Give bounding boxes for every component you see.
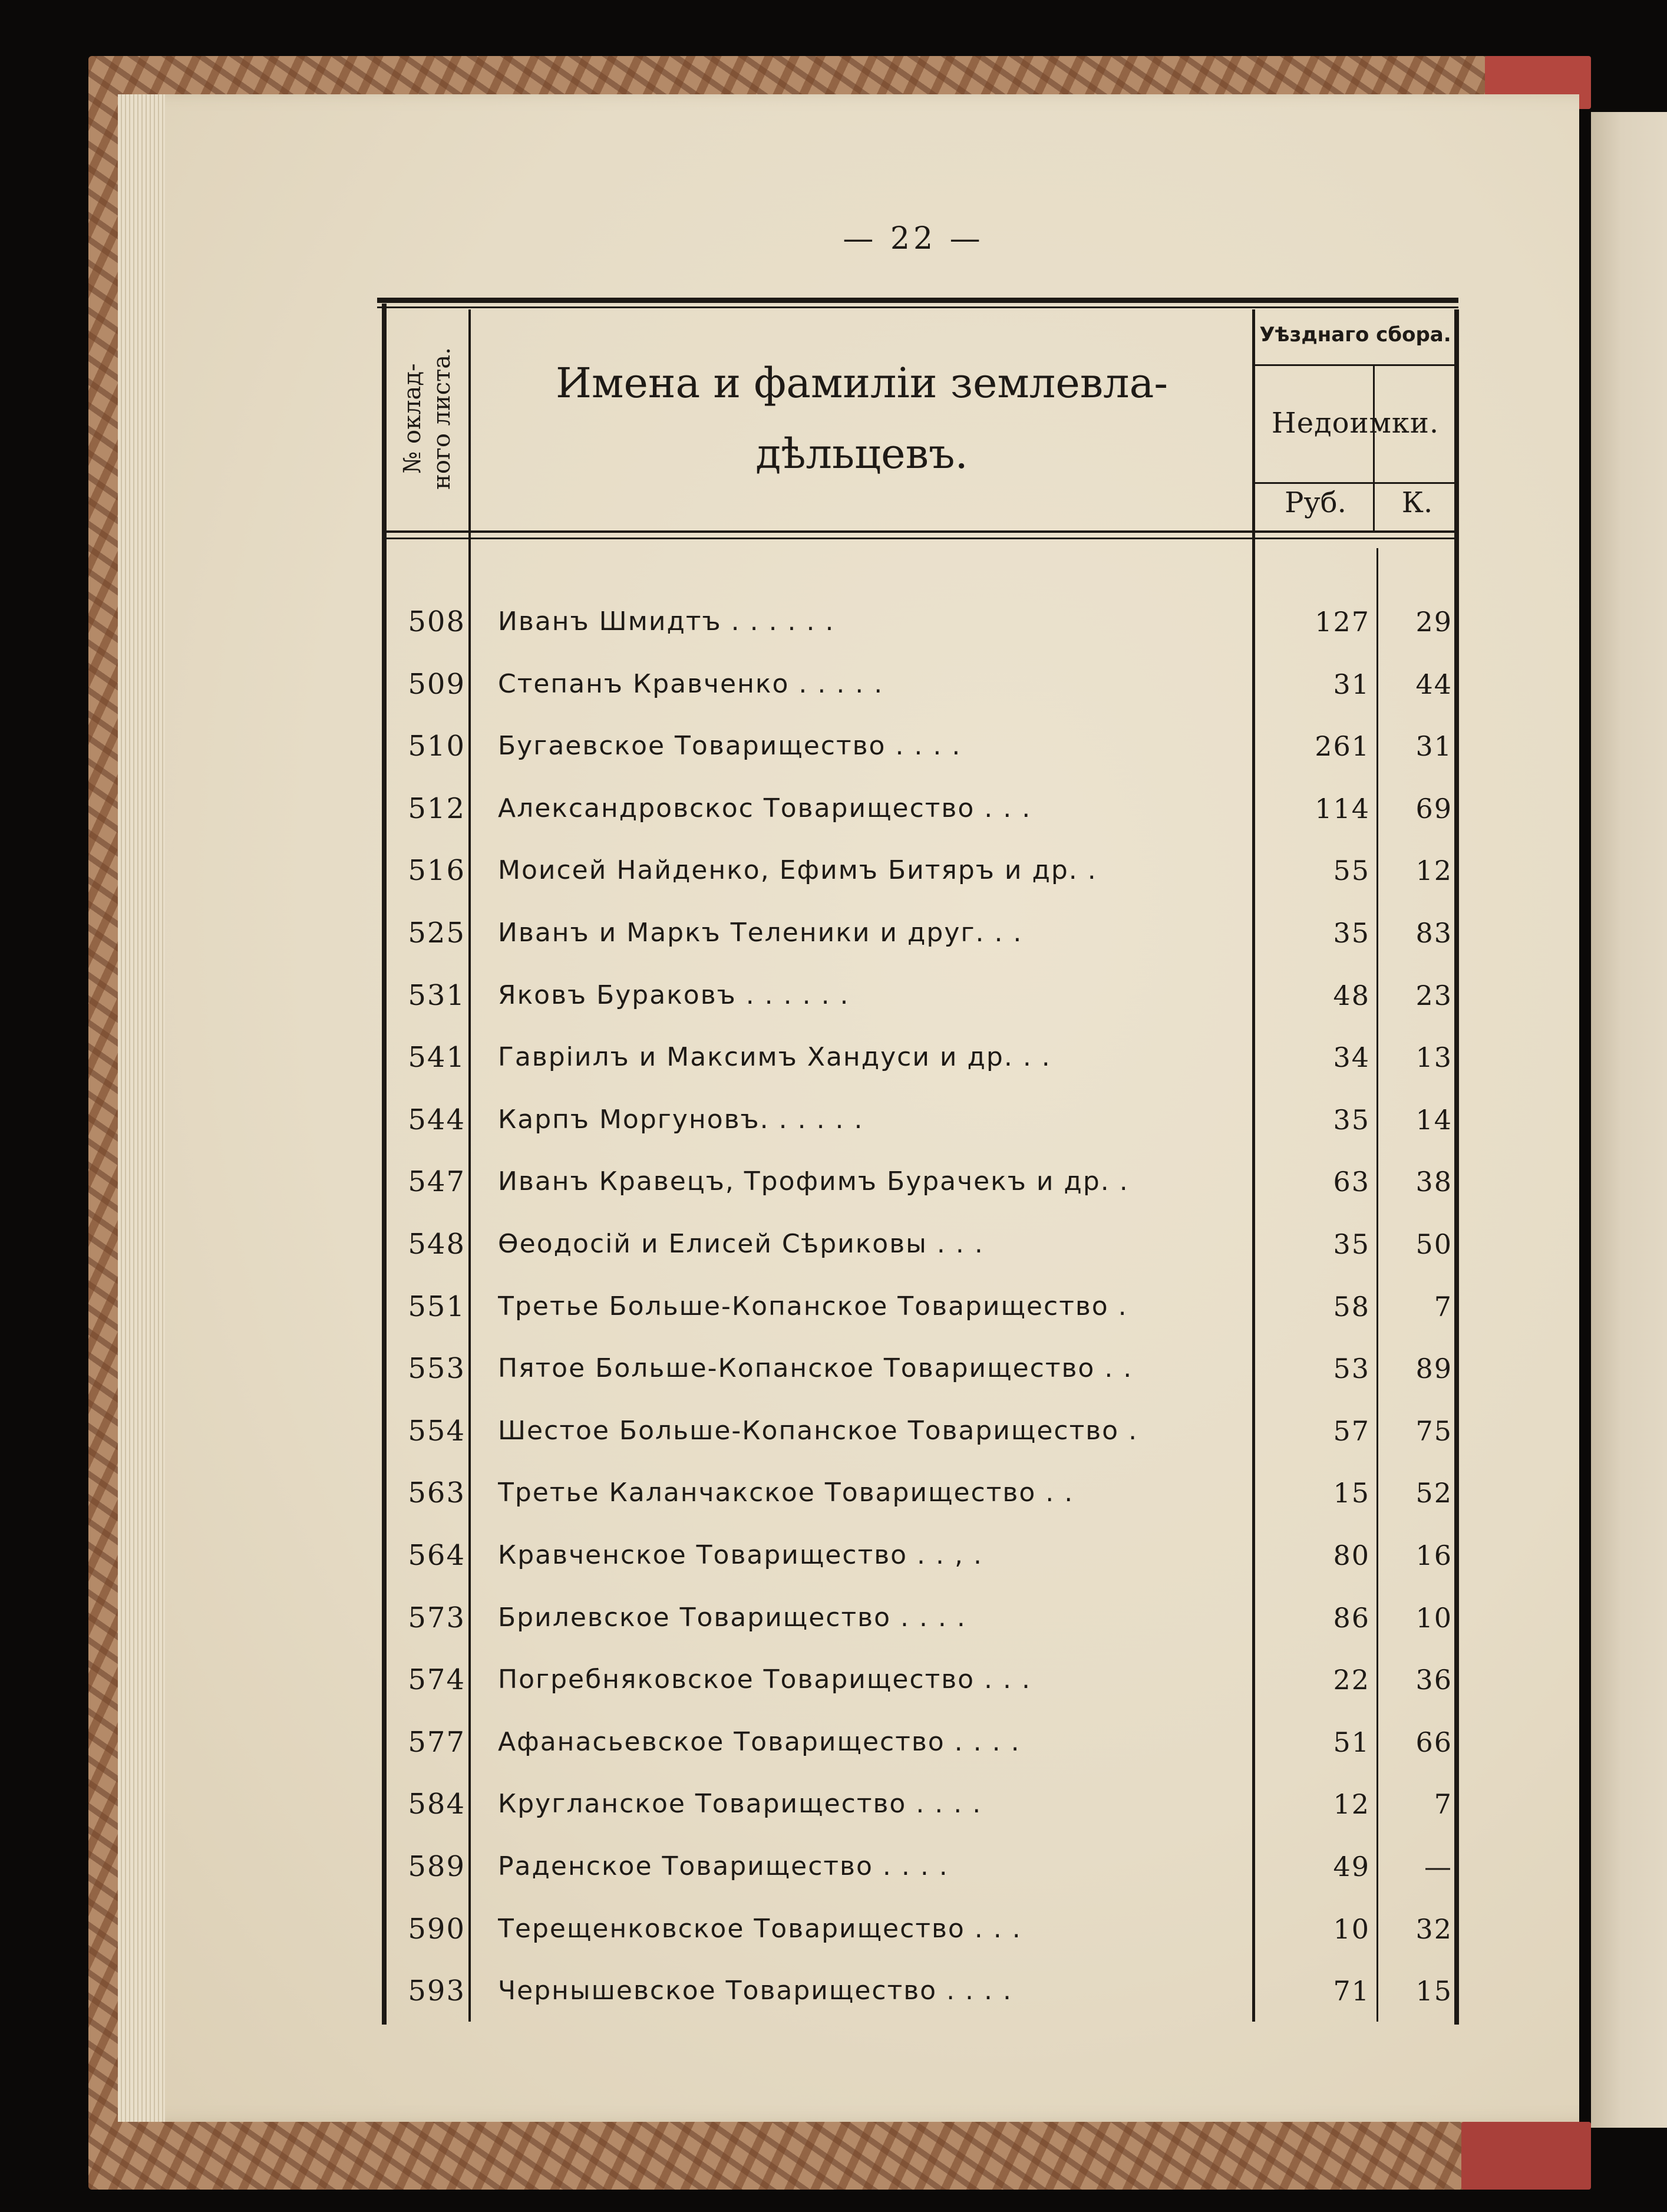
row-number: 564 — [408, 1539, 466, 1572]
header-name-column — [471, 348, 1252, 489]
row-number: 541 — [408, 1041, 466, 1074]
row-rubles: 114 — [1315, 792, 1370, 825]
row-rubles: 48 — [1333, 979, 1370, 1011]
row-name: Погребняковское Товарищество . . . — [498, 1664, 1031, 1695]
column-divider-rub-kop-header — [1373, 365, 1375, 530]
table-row — [389, 1283, 1455, 1330]
row-number: 548 — [408, 1228, 466, 1261]
row-kopecks: 13 — [1415, 1041, 1453, 1074]
row-rubles: 127 — [1315, 606, 1370, 638]
row-rubles: 58 — [1333, 1290, 1370, 1323]
table-row — [389, 909, 1455, 957]
header-kopecks: К. — [1401, 486, 1433, 519]
row-kopecks: 38 — [1415, 1166, 1453, 1198]
row-number: 547 — [408, 1165, 466, 1199]
row-number: 510 — [408, 730, 466, 763]
row-number: 531 — [408, 978, 466, 1012]
table-top-rule-thin — [377, 306, 1458, 308]
spine-corner-bottom — [1461, 2122, 1591, 2190]
row-rubles: 31 — [1333, 668, 1370, 700]
table-row — [389, 785, 1455, 832]
row-kopecks: 66 — [1415, 1726, 1453, 1758]
header-subrule-1 — [1255, 364, 1455, 366]
row-name: Бугаевское Товарищество . . . . — [498, 731, 962, 761]
row-kopecks: 69 — [1415, 792, 1453, 825]
row-name: Раденское Товарищество . . . . — [498, 1851, 949, 1881]
page-stack-edges — [118, 94, 165, 2122]
row-name: Третье Каланчакское Товарищество . . — [498, 1478, 1074, 1508]
row-name: Степанъ Кравченко . . . . . — [498, 668, 884, 699]
row-name: Ѳеодосій и Елисей Сѣриковы . . . — [498, 1229, 984, 1259]
table-row — [389, 1906, 1455, 1953]
row-rubles: 10 — [1333, 1913, 1370, 1945]
row-kopecks: 12 — [1415, 855, 1453, 887]
row-rubles: 57 — [1333, 1415, 1370, 1447]
table-row — [389, 1096, 1455, 1143]
row-name: Иванъ Шмидтъ . . . . . . — [498, 606, 835, 637]
row-number: 551 — [408, 1290, 466, 1323]
row-number: 509 — [408, 667, 466, 701]
table-row — [389, 1594, 1455, 1641]
table-row — [389, 972, 1455, 1019]
row-number: 553 — [408, 1352, 466, 1386]
row-kopecks: 29 — [1415, 606, 1453, 638]
row-kopecks: 50 — [1415, 1228, 1453, 1260]
row-number: 525 — [408, 917, 466, 950]
row-rubles: 49 — [1333, 1851, 1370, 1883]
facing-page-edge — [1591, 112, 1667, 2128]
row-name: Яковъ Бураковъ . . . . . . — [498, 980, 850, 1010]
row-kopecks: 23 — [1415, 979, 1453, 1011]
row-kopecks: 31 — [1415, 730, 1453, 763]
row-number: 593 — [408, 1974, 466, 2008]
row-number: 589 — [408, 1850, 466, 1883]
row-kopecks: 7 — [1434, 1788, 1453, 1821]
row-name: Иванъ Кравецъ, Трофимъ Бурачекъ и др. . — [498, 1166, 1129, 1197]
header-subrule-2 — [1255, 482, 1455, 484]
row-name: Карпъ Моргуновъ. . . . . . — [498, 1104, 864, 1135]
header-bottom-rule-thin — [383, 538, 1458, 539]
row-kopecks: 14 — [1415, 1103, 1453, 1136]
header-name-line2: дѣльцевъ. — [755, 430, 968, 478]
row-rubles: 63 — [1333, 1166, 1370, 1198]
table-row — [389, 598, 1455, 645]
row-number: 554 — [408, 1414, 466, 1448]
row-kopecks: 44 — [1415, 668, 1453, 700]
row-kopecks: 36 — [1415, 1664, 1453, 1696]
row-name: Третье Больше-Копанское Товарищество . — [498, 1291, 1128, 1321]
header-number-line1: № оклад- — [399, 363, 426, 474]
row-number: 544 — [408, 1103, 466, 1136]
row-kopecks: 75 — [1415, 1415, 1453, 1447]
row-kopecks: 16 — [1415, 1540, 1453, 1571]
row-rubles: 22 — [1333, 1664, 1370, 1696]
row-kopecks: — — [1424, 1851, 1453, 1883]
row-number: 508 — [408, 605, 466, 638]
header-name-line1: Имена и фамиліи землевла- — [555, 359, 1168, 407]
row-rubles: 15 — [1333, 1477, 1370, 1509]
row-name: Моисей Найденко, Ефимъ Битяръ и др. . — [498, 855, 1097, 886]
table-row — [389, 1719, 1455, 1766]
row-rubles: 35 — [1333, 917, 1370, 949]
table-row — [389, 1469, 1455, 1517]
row-name: Терещенковское Товарищество . . . — [498, 1913, 1022, 1944]
row-name: Кругланское Товарищество . . . . — [498, 1789, 982, 1819]
header-number-column — [386, 318, 468, 519]
row-kopecks: 15 — [1415, 1975, 1453, 2007]
table-row — [389, 1345, 1455, 1392]
row-kopecks: 52 — [1415, 1477, 1453, 1509]
row-kopecks: 89 — [1415, 1353, 1453, 1385]
table-row — [389, 1034, 1455, 1081]
row-name: Брилевское Товарищество . . . . — [498, 1602, 966, 1633]
row-name: Пятое Больше-Копанское Товарищество . . — [498, 1353, 1133, 1384]
row-number: 573 — [408, 1601, 466, 1634]
row-rubles: 71 — [1333, 1975, 1370, 2007]
row-kopecks: 83 — [1415, 917, 1453, 949]
table-row — [389, 847, 1455, 894]
table-row — [389, 1843, 1455, 1890]
row-name: Чернышевское Товарищество . . . . — [498, 1976, 1012, 2006]
row-number: 563 — [408, 1476, 466, 1510]
table-row — [389, 1781, 1455, 1828]
row-number: 577 — [408, 1725, 466, 1759]
row-name: Иванъ и Маркъ Теленики и друг. . . — [498, 918, 1023, 948]
row-number: 590 — [408, 1912, 466, 1946]
table-row — [389, 1967, 1455, 2015]
row-number: 512 — [408, 792, 466, 825]
row-rubles: 86 — [1333, 1601, 1370, 1634]
row-number: 574 — [408, 1663, 466, 1697]
row-number: 584 — [408, 1788, 466, 1821]
page-number: — 22 — — [843, 221, 984, 256]
row-rubles: 51 — [1333, 1726, 1370, 1758]
row-rubles: 35 — [1333, 1228, 1370, 1260]
row-rubles: 12 — [1333, 1788, 1370, 1821]
row-rubles: 80 — [1333, 1540, 1370, 1571]
header-bottom-rule — [383, 530, 1458, 533]
row-rubles: 53 — [1333, 1353, 1370, 1385]
row-kopecks: 10 — [1415, 1601, 1453, 1634]
table-row — [389, 661, 1455, 708]
row-rubles: 34 — [1333, 1041, 1370, 1074]
table-row — [389, 1158, 1455, 1205]
table-row — [389, 1532, 1455, 1579]
row-name: Кравченское Товарищество . . , . — [498, 1540, 983, 1570]
row-number: 516 — [408, 854, 466, 888]
row-name: Шестое Больше-Копанское Товарищество . — [498, 1415, 1138, 1446]
column-divider-left — [382, 304, 387, 2025]
header-number-line2: ного листа. — [428, 347, 455, 490]
row-rubles: 261 — [1315, 730, 1370, 763]
row-name: Александровскос Товарищество . . . — [498, 793, 1032, 823]
table-row — [389, 1221, 1455, 1268]
row-rubles: 55 — [1333, 855, 1370, 887]
header-tax-title: Уѣзднаго сбора. — [1259, 323, 1451, 347]
row-name: Афанасьевское Товарищество . . . . — [498, 1726, 1021, 1757]
row-rubles: 35 — [1333, 1103, 1370, 1136]
table-row — [389, 1407, 1455, 1455]
row-kopecks: 7 — [1434, 1290, 1453, 1323]
header-rubles: Руб. — [1285, 486, 1346, 519]
header-arrears: Недоимки. — [1271, 407, 1440, 440]
table-row — [389, 723, 1455, 770]
table-row — [389, 1656, 1455, 1703]
table-top-rule — [377, 298, 1458, 303]
row-name: Гавріилъ и Максимъ Хандуси и др. . . — [498, 1042, 1051, 1073]
row-kopecks: 32 — [1415, 1913, 1453, 1945]
